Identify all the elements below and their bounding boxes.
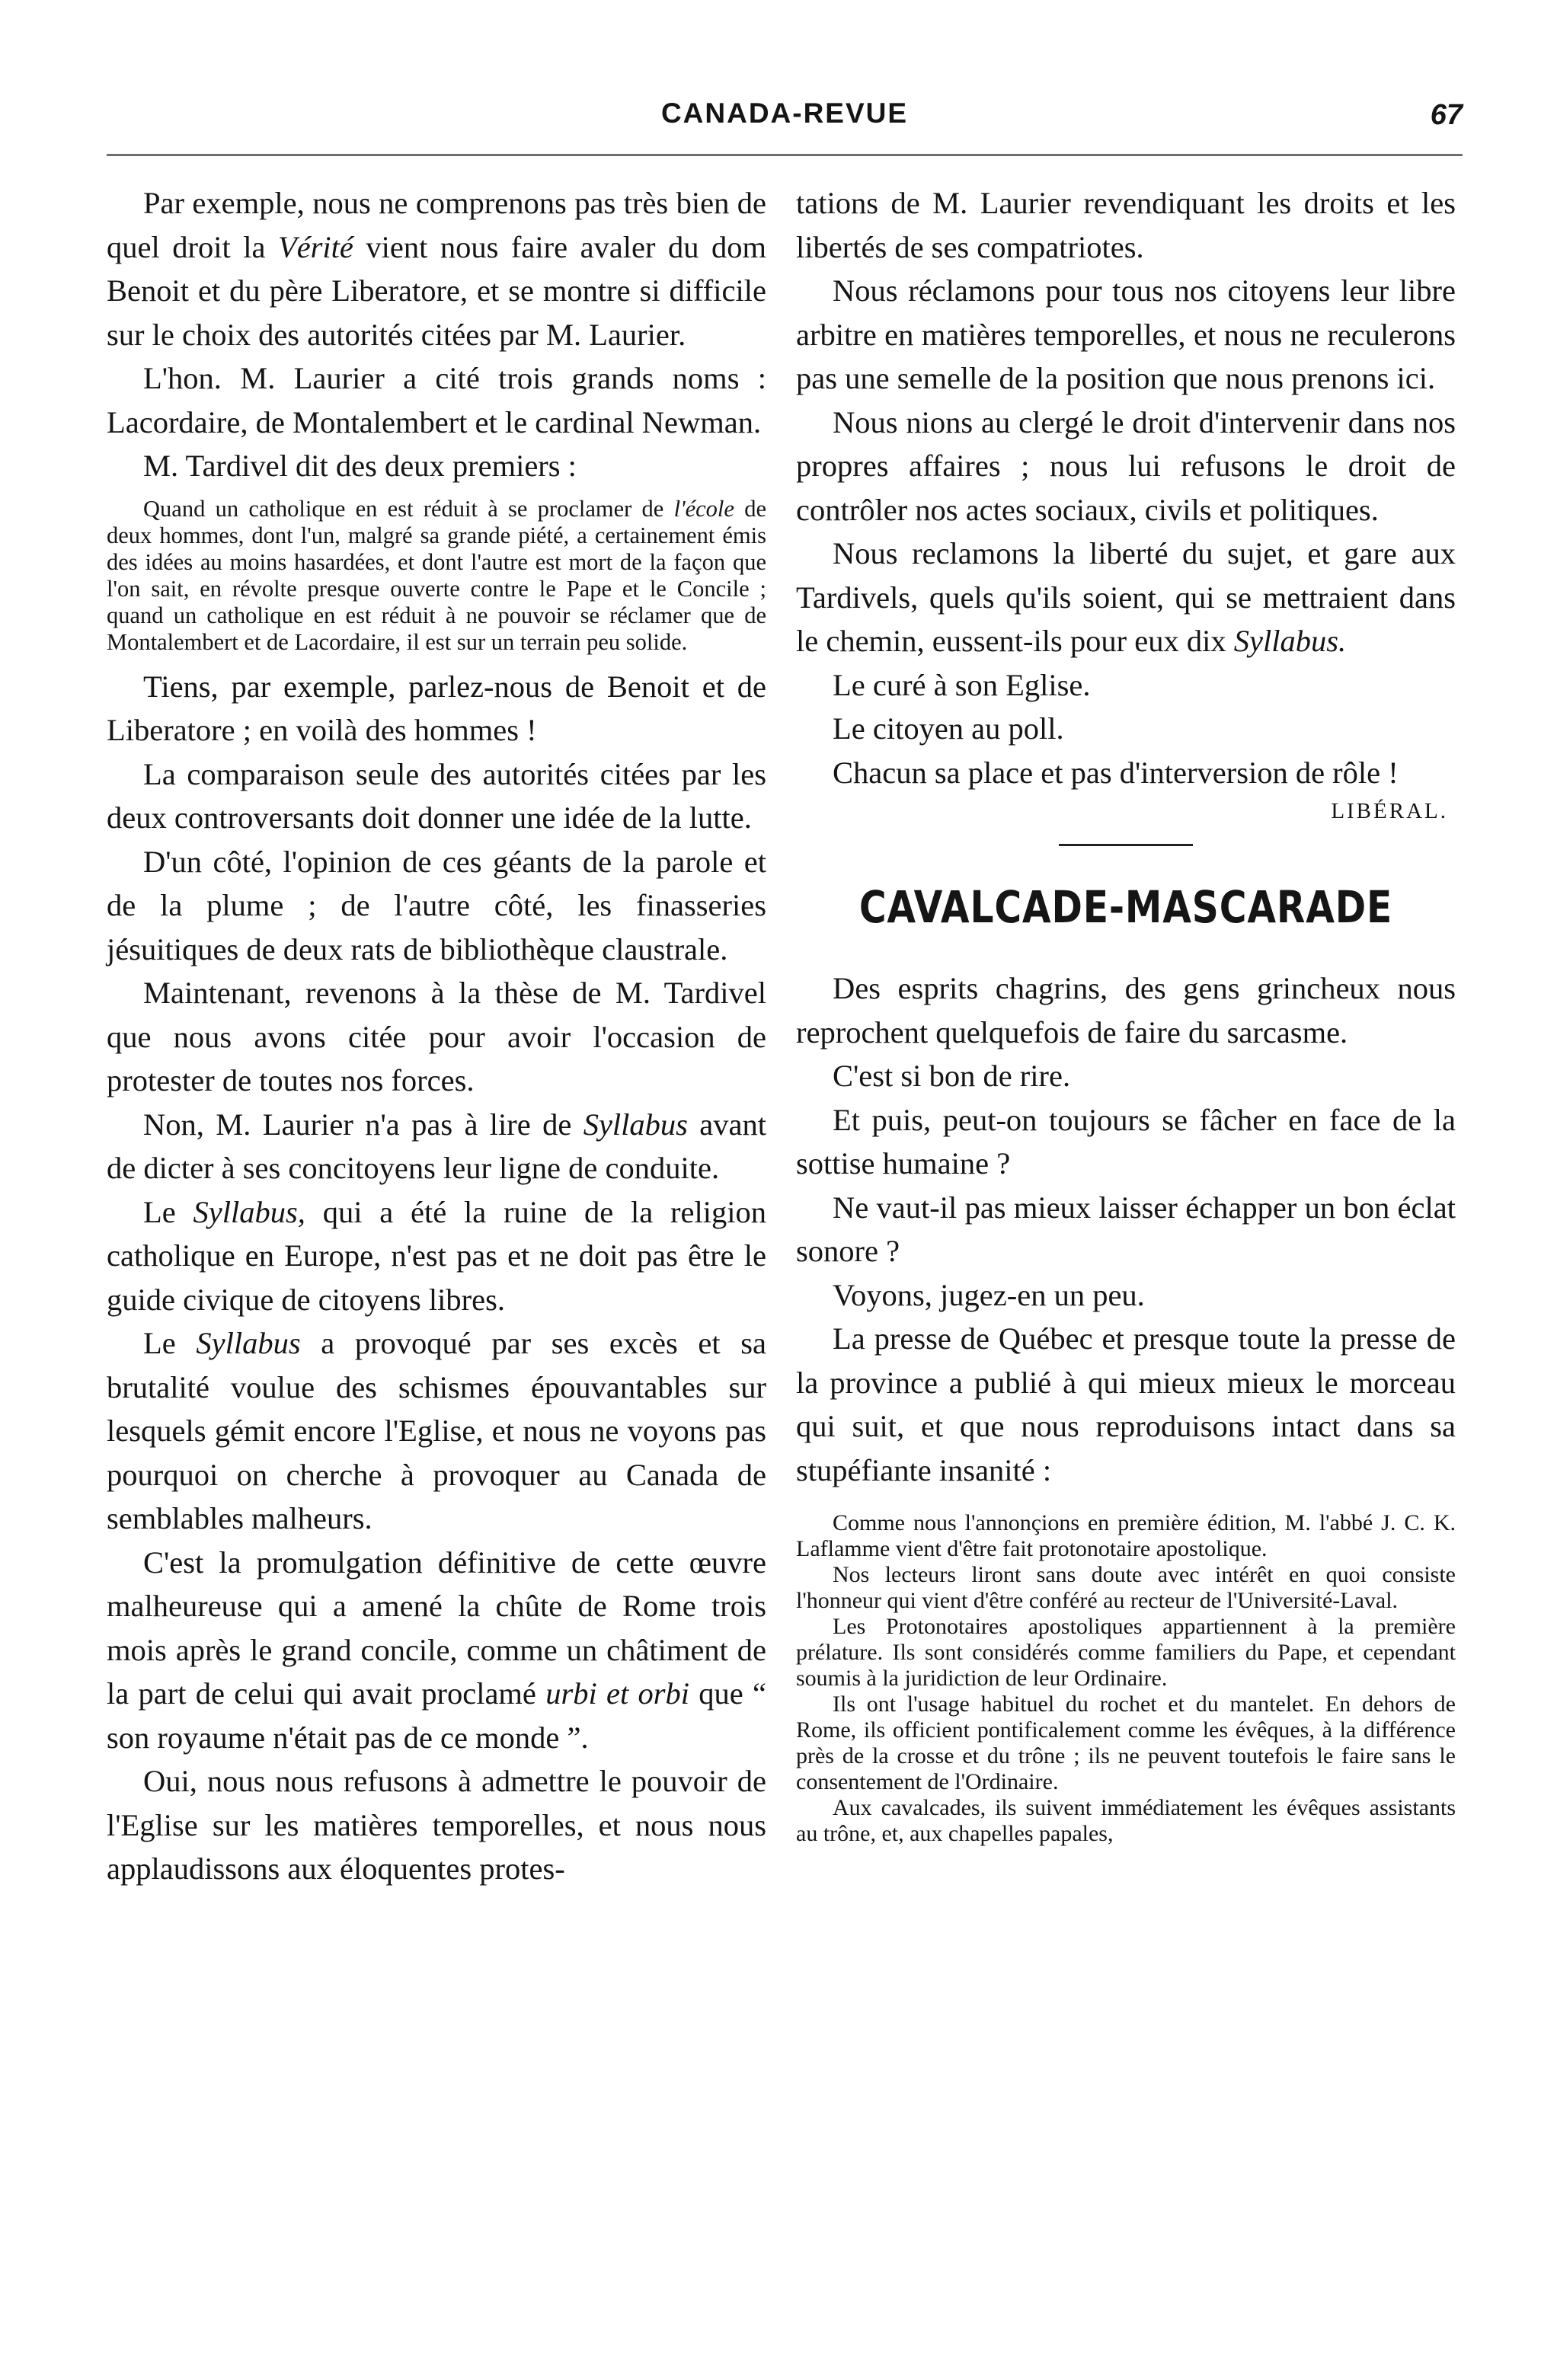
emphasis: Syllabus. xyxy=(1233,624,1347,658)
paragraph-text: a provoqué par ses excès et sa brutalité voulue des schismes épouvantables sur lesquels gémit encore l'Eglise, et nous ne voyons pas pourquoi on cherche à provoquer au Canada de semblables malheurs. xyxy=(107,1326,766,1535)
paragraph-text: avant de dicter à ses concitoyens leur ligne de conduite. xyxy=(107,1107,767,1185)
paragraph-text: Par exemple, nous ne comprenons pas très bien de quel droit la xyxy=(107,186,766,264)
paragraph xyxy=(107,1541,766,1760)
article-headline: CAVALCADE-MASCARADE xyxy=(858,881,1393,933)
left-column xyxy=(107,181,766,1891)
paragraph: La presse de Québec et presque toute la presse de la province a publié à qui mieux mieux le morceau qui suit, et que nous reproduisons intact dans sa stupéfiante insanité : xyxy=(796,1321,1456,1487)
paragraph: L'hon. M. Laurier a cité trois grands noms : Lacordaire, de Montalembert et le cardinal Newman. xyxy=(107,361,766,439)
bulletin-paragraph: Comme nous l'annonçions en première édition, M. l'abbé J. C. K. Laflamme vient d'être fait protonotaire apostolique. xyxy=(796,1510,1456,1561)
paragraph-text: qui a été la ruine de la religion catholique en Europe, n'est pas et ne doit pas être le guide civique de citoyens libres. xyxy=(107,1194,767,1317)
quoted-bulletin xyxy=(796,1510,1456,1847)
paragraph: Tiens, par exemple, parlez-nous de Benoit et de Liberatore ; en voilà des hommes ! xyxy=(107,669,766,747)
page-header xyxy=(107,97,1463,143)
emphasis: l'école xyxy=(673,495,734,522)
emphasis: urbi et orbi xyxy=(545,1676,689,1711)
bulletin-paragraph: Nos lecteurs liront sans doute avec intérêt en quoi consiste l'honneur qui vient d'être conféré au recteur de l'Université-Laval. xyxy=(796,1562,1456,1613)
block-quote xyxy=(107,496,766,656)
emphasis: Syllabus xyxy=(196,1326,301,1360)
paragraph xyxy=(107,1103,766,1190)
paragraph-text: C'est la promulgation définitive de cette œuvre malheureuse qui a amené la chûte de Rome trois mois après le grand concile, comme un châtiment de la part de celui qui avait proclamé xyxy=(107,1545,766,1711)
paragraph: Voyons, jugez-en un peu. xyxy=(833,1277,1145,1312)
paragraph: C'est si bon de rire. xyxy=(833,1059,1071,1093)
paragraph: Ne vaut-il pas mieux laisser échapper un bon éclat sonore ? xyxy=(796,1190,1456,1268)
paragraph: Oui, nous nous refusons à admettre le pouvoir de l'Eglise sur les matières temporelles, et nous nous applaudissons aux éloquentes protes- xyxy=(107,1764,766,1886)
paragraph-text: Le xyxy=(143,1194,176,1229)
paragraph xyxy=(107,1321,766,1541)
paragraph: La comparaison seule des autorités citées par les deux controversants doit donner une idée de la lutte. xyxy=(107,756,766,835)
paragraph: Maintenant, revenons à la thèse de M. Tardivel que nous avons citée pour avoir l'occasion de protester de toutes nos forces. xyxy=(107,976,766,1097)
bulletin-paragraph: Aux cavalcades, ils suivent immédiatement les évêques assistants au trône, et, aux chapelles papales, xyxy=(796,1795,1456,1846)
paragraph xyxy=(107,1190,766,1322)
right-column xyxy=(796,181,1456,1847)
quote-text: de deux hommes, dont l'un, malgré sa grande piété, a certainement émis des idées au moins hasardées, et dont l'autre est mort de la façon que l'on sait, en révolte presque ouverte contre le Pape et le Concile ; quand un catholique en est réduit à ne pouvoir se réclamer que de Montalembert et de Lacordaire, il est sur un terrain peu solide. xyxy=(107,495,767,655)
paragraph: Le citoyen au poll. xyxy=(833,711,1064,746)
paragraph: Et puis, peut-on toujours se fâcher en face de la sottise humaine ? xyxy=(796,1102,1456,1180)
paragraph: D'un côté, l'opinion de ces géants de la parole et de la plume ; de l'autre côté, les finasseries jésuitiques de deux rats de bibliothèque claustrale. xyxy=(107,844,766,966)
paragraph: Des esprits chagrins, des gens grincheux nous reprochent quelquefois de faire du sarcasme. xyxy=(796,971,1456,1049)
paragraph-text: que “ son royaume n'était pas de ce monde ”. xyxy=(107,1676,767,1755)
paragraph-text: Non, M. Laurier n'a pas à lire de xyxy=(143,1107,572,1142)
section-divider xyxy=(1059,844,1193,846)
paragraph-text: Le xyxy=(143,1326,176,1360)
header-rule xyxy=(107,154,1463,159)
signature: LIBÉRAL. xyxy=(1331,799,1448,823)
bulletin-paragraph: Les Protonotaires apostoliques appartiennent à la première prélature. Ils sont considérés comme familiers du Pape, et cependant soumis à la juridiction de leur Ordinaire. xyxy=(796,1614,1456,1691)
paragraph: Chacun sa place et pas d'interversion de rôle ! xyxy=(833,755,1399,790)
emphasis: Syllabus, xyxy=(193,1194,305,1229)
paragraph-text: Nous reclamons la liberté du sujet, et gare aux Tardivels, quels qu'ils soient, qui se mettraient dans le chemin, eussent-ils pour eux dix xyxy=(796,536,1456,658)
running-title: CANADA-REVUE xyxy=(660,97,909,129)
paragraph: Nous réclamons pour tous nos citoyens leur libre arbitre en matières temporelles, et nous ne reculerons pas une semelle de la position que nous prenons ici. xyxy=(796,273,1456,395)
quote-text: Quand un catholique en est réduit à se proclamer de xyxy=(143,495,664,522)
paragraph: tations de M. Laurier revendiquant les droits et les libertés de ses compatriotes. xyxy=(796,186,1456,264)
paragraph: M. Tardivel dit des deux premiers : xyxy=(143,449,577,483)
paragraph xyxy=(107,181,766,356)
paragraph-text: vient nous faire avaler du dom Benoit et du père Liberatore, et se montre si difficile sur le choix des autorités citées par M. Laurier. xyxy=(107,229,767,352)
bulletin-paragraph: Ils ont l'usage habituel du rochet et du mantelet. En dehors de Rome, ils officient pontificalement comme les évêques, à la différence près de la crosse et du trône ; ils ne peuvent toutefois le faire sans le consentement de l'Ordinaire. xyxy=(796,1692,1456,1794)
emphasis: Vérité xyxy=(277,229,353,264)
paragraph: Nous nions au clergé le droit d'intervenir dans nos propres affaires ; nous lui refusons le droit de contrôler nos actes sociaux, civils et politiques. xyxy=(796,404,1456,527)
paragraph: Le curé à son Eglise. xyxy=(833,667,1091,702)
page-number: 67 xyxy=(1430,99,1463,131)
paragraph xyxy=(796,532,1456,663)
emphasis: Syllabus xyxy=(583,1107,688,1142)
